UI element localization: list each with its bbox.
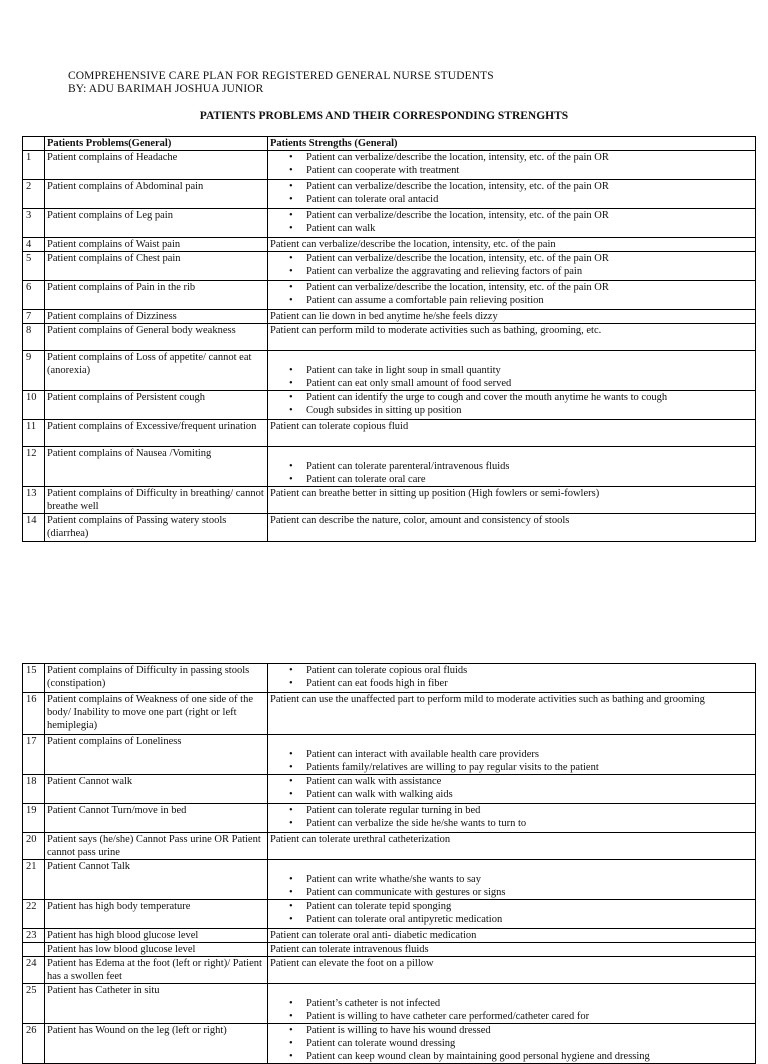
- problem-cell: Patient says (he/she) Cannot Pass urine OR Patient cannot pass urine: [45, 833, 268, 860]
- problem-cell: Patient complains of Waist pain: [45, 238, 268, 252]
- strength-item: • Patient can cooperate with treatment: [306, 164, 753, 177]
- strength-item: • Patient can verbalize/describe the location, intensity, etc. of the pain OR: [306, 180, 753, 193]
- row-number: 24: [23, 957, 45, 984]
- row-number: 13: [23, 487, 45, 514]
- row-number: 1: [23, 151, 45, 180]
- row-number: 8: [23, 324, 45, 351]
- problem-cell: Patient complains of Excessive/frequent urination: [45, 420, 268, 447]
- strength-item: • Patient can walk with assistance: [306, 775, 753, 788]
- strength-list: [270, 391, 753, 417]
- strength-cell: [268, 151, 756, 180]
- row-number: 14: [23, 514, 45, 542]
- strength-list: [270, 151, 753, 177]
- strength-item: • Cough subsides in sitting up position: [306, 404, 753, 417]
- header-strengths: Patients Strengths (General): [268, 137, 756, 151]
- strength-list: [270, 900, 753, 926]
- row-number: 6: [23, 281, 45, 310]
- problem-cell: Patient has Catheter in situ: [45, 984, 268, 1024]
- strength-cell: [268, 775, 756, 804]
- table-row: [23, 833, 756, 860]
- document-header-line2: BY: ADU BARIMAH JOSHUA JUNIOR: [68, 83, 264, 95]
- strength-cell: Patient can lie down in bed anytime he/she feels dizzy: [268, 310, 756, 324]
- problem-cell: Patient has low blood glucose level: [45, 943, 268, 957]
- table-row: [23, 693, 756, 735]
- table-row: [23, 514, 756, 542]
- strength-item: • Patients family/relatives are willing to pay regular visits to the patient: [306, 761, 753, 774]
- table-row: [23, 324, 756, 351]
- strength-item: • Patient can tolerate oral care: [306, 473, 753, 486]
- problem-cell: Patient complains of Abdominal pain: [45, 180, 268, 209]
- strength-list: [270, 873, 753, 899]
- strength-list: [270, 775, 753, 801]
- table-row: [23, 310, 756, 324]
- strength-cell: [268, 664, 756, 693]
- strength-cell: [268, 252, 756, 281]
- table-row: [23, 984, 756, 1024]
- strength-cell: [268, 447, 756, 487]
- row-number: 7: [23, 310, 45, 324]
- row-number: 10: [23, 391, 45, 420]
- strength-cell: Patient can elevate the foot on a pillow: [268, 957, 756, 984]
- problem-cell: Patient complains of Chest pain: [45, 252, 268, 281]
- strength-item: • Patient is willing to have catheter care performed/catheter cared for: [306, 1010, 753, 1023]
- row-number: 5: [23, 252, 45, 281]
- row-number: 3: [23, 209, 45, 238]
- strength-cell: Patient can tolerate intravenous fluids: [268, 943, 756, 957]
- strength-list: [270, 364, 753, 390]
- strength-cell: [268, 860, 756, 900]
- strength-cell: [268, 351, 756, 391]
- strength-list: [270, 281, 753, 307]
- problem-cell: Patient Cannot Talk: [45, 860, 268, 900]
- strength-item: • Patient can identify the urge to cough and cover the mouth anytime he wants to cough: [306, 391, 753, 404]
- table-row: [23, 180, 756, 209]
- problem-cell: Patient complains of General body weakness: [45, 324, 268, 351]
- row-number: 21: [23, 860, 45, 900]
- strength-cell: [268, 900, 756, 929]
- strength-item: • Patient can write whathe/she wants to say: [306, 873, 753, 886]
- strength-item: • Patient can verbalize the side he/she wants to turn to: [306, 817, 753, 830]
- row-number: 9: [23, 351, 45, 391]
- problems-strengths-table-2: [22, 663, 756, 1064]
- strength-item: • Patient can walk with walking aids: [306, 788, 753, 801]
- table-row: [23, 735, 756, 775]
- problem-cell: Patient has high body temperature: [45, 900, 268, 929]
- strength-cell: [268, 984, 756, 1024]
- problem-cell: Patient Cannot Turn/move in bed: [45, 804, 268, 833]
- strength-item: • Patient is willing to have his wound dressed: [306, 1024, 753, 1037]
- row-number: 17: [23, 735, 45, 775]
- problem-cell: Patient complains of Loss of appetite/ cannot eat (anorexia): [45, 351, 268, 391]
- strength-item: • Patient can eat foods high in fiber: [306, 677, 753, 690]
- strength-cell: Patient can tolerate urethral catheterization: [268, 833, 756, 860]
- problem-cell: Patient complains of Loneliness: [45, 735, 268, 775]
- strength-item: • Patient can keep wound clean by maintaining good personal hygiene and dressing: [306, 1050, 753, 1063]
- table-row: [23, 238, 756, 252]
- problem-cell: Patient has Edema at the foot (left or right)/ Patient has a swollen feet: [45, 957, 268, 984]
- strength-item: • Patient’s catheter is not infected: [306, 997, 753, 1010]
- strength-list: [270, 180, 753, 206]
- strength-item: • Patient can tolerate oral antacid: [306, 193, 753, 206]
- table-row: [23, 252, 756, 281]
- table-row: [23, 151, 756, 180]
- strength-list: [270, 209, 753, 235]
- table-row: [23, 351, 756, 391]
- strength-cell: Patient can tolerate copious fluid: [268, 420, 756, 447]
- strength-list: [270, 804, 753, 830]
- row-number: 20: [23, 833, 45, 860]
- row-number: 19: [23, 804, 45, 833]
- problem-cell: Patient complains of Weakness of one side of the body/ Inability to move one part (right or left hemiplegia): [45, 693, 268, 735]
- strength-item: • Patient can walk: [306, 222, 753, 235]
- problem-cell: Patient complains of Headache: [45, 151, 268, 180]
- problem-cell: Patient complains of Leg pain: [45, 209, 268, 238]
- header-number: [23, 137, 45, 151]
- table-row: [23, 804, 756, 833]
- strength-item: • Patient can tolerate parenteral/intravenous fluids: [306, 460, 753, 473]
- strength-item: • Patient can tolerate copious oral fluids: [306, 664, 753, 677]
- strength-cell: [268, 391, 756, 420]
- row-number: 4: [23, 238, 45, 252]
- strength-list: [270, 460, 753, 486]
- table-row: [23, 943, 756, 957]
- document-header-line1: COMPREHENSIVE CARE PLAN FOR REGISTERED GENERAL NURSE STUDENTS: [68, 70, 494, 82]
- strength-item: • Patient can tolerate tepid sponging: [306, 900, 753, 913]
- row-number: 22: [23, 900, 45, 929]
- row-number: [23, 943, 45, 957]
- strength-item: • Patient can verbalize/describe the location, intensity, etc. of the pain OR: [306, 209, 753, 222]
- strength-item: • Patient can verbalize/describe the location, intensity, etc. of the pain OR: [306, 281, 753, 294]
- problem-cell: Patient Cannot walk: [45, 775, 268, 804]
- strength-item: • Patient can verbalize/describe the location, intensity, etc. of the pain OR: [306, 252, 753, 265]
- strength-cell: Patient can tolerate oral anti- diabetic medication: [268, 929, 756, 943]
- problem-cell: Patient complains of Passing watery stools (diarrhea): [45, 514, 268, 542]
- table-row: [23, 900, 756, 929]
- header-problems: Patients Problems(General): [45, 137, 268, 151]
- table-row: [23, 487, 756, 514]
- strength-item: • Patient can tolerate regular turning in bed: [306, 804, 753, 817]
- problems-strengths-table-1: [22, 136, 756, 542]
- row-number: 26: [23, 1024, 45, 1064]
- strength-list: [270, 252, 753, 278]
- table-row: [23, 860, 756, 900]
- row-number: 16: [23, 693, 45, 735]
- problem-cell: Patient complains of Nausea /Vomiting: [45, 447, 268, 487]
- problem-cell: Patient has high blood glucose level: [45, 929, 268, 943]
- strength-item: • Patient can tolerate wound dressing: [306, 1037, 753, 1050]
- row-number: 15: [23, 664, 45, 693]
- problem-cell: Patient complains of Persistent cough: [45, 391, 268, 420]
- strength-item: • Patient can verbalize the aggravating and relieving factors of pain: [306, 265, 753, 278]
- strength-item: • Patient can take in light soup in small quantity: [306, 364, 753, 377]
- table-row: [23, 1024, 756, 1064]
- strength-item: • Patient can interact with available health care providers: [306, 748, 753, 761]
- problem-cell: Patient complains of Difficulty in passing stools (constipation): [45, 664, 268, 693]
- problem-cell: Patient complains of Pain in the rib: [45, 281, 268, 310]
- table-row: [23, 447, 756, 487]
- table-row: [23, 209, 756, 238]
- table-row: [23, 775, 756, 804]
- strength-item: • Patient can assume a comfortable pain relieving position: [306, 294, 753, 307]
- strength-cell: [268, 209, 756, 238]
- table-row: [23, 664, 756, 693]
- strength-item: • Patient can tolerate oral antipyretic medication: [306, 913, 753, 926]
- problem-cell: Patient complains of Dizziness: [45, 310, 268, 324]
- strength-cell: [268, 735, 756, 775]
- strength-cell: Patient can breathe better in sitting up position (High fowlers or semi-fowlers): [268, 487, 756, 514]
- row-number: 12: [23, 447, 45, 487]
- row-number: 23: [23, 929, 45, 943]
- problem-cell: Patient has Wound on the leg (left or right): [45, 1024, 268, 1064]
- table-row: [23, 281, 756, 310]
- table-row: [23, 391, 756, 420]
- table-row: [23, 957, 756, 984]
- strength-list: [270, 997, 753, 1023]
- strength-item: • Patient can eat only small amount of food served: [306, 377, 753, 390]
- strength-item: • Patient can verbalize/describe the location, intensity, etc. of the pain OR: [306, 151, 753, 164]
- row-number: 18: [23, 775, 45, 804]
- document-title: PATIENTS PROBLEMS AND THEIR CORRESPONDING STRENGHTS: [199, 110, 569, 122]
- strength-list: [270, 748, 753, 774]
- table-row: [23, 929, 756, 943]
- strength-cell: [268, 1024, 756, 1064]
- problem-cell: Patient complains of Difficulty in breathing/ cannot breathe well: [45, 487, 268, 514]
- strength-item: • Patient can communicate with gestures or signs: [306, 886, 753, 899]
- strength-cell: [268, 281, 756, 310]
- strength-cell: Patient can verbalize/describe the location, intensity, etc. of the pain: [268, 238, 756, 252]
- strength-cell: Patient can describe the nature, color, amount and consistency of stools: [268, 514, 756, 542]
- strength-list: [270, 1024, 753, 1063]
- row-number: 2: [23, 180, 45, 209]
- strength-list: [270, 664, 753, 690]
- row-number: 11: [23, 420, 45, 447]
- strength-cell: [268, 180, 756, 209]
- strength-cell: Patient can use the unaffected part to perform mild to moderate activities such as bathing and grooming: [268, 693, 756, 735]
- table-row: [23, 420, 756, 447]
- row-number: 25: [23, 984, 45, 1024]
- strength-cell: Patient can perform mild to moderate activities such as bathing, grooming, etc.: [268, 324, 756, 351]
- table-header-row: [23, 137, 756, 151]
- strength-cell: [268, 804, 756, 833]
